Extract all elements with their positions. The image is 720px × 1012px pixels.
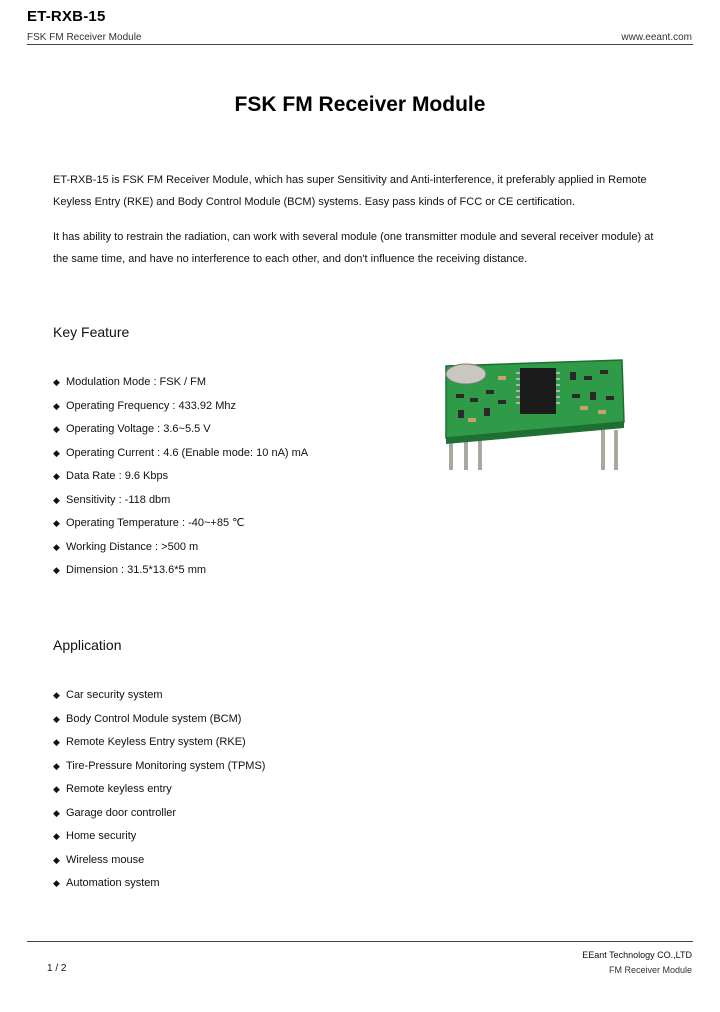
intro-paragraph-2: It has ability to restrain the radiation, can work with several module (one transmitter module and several receiver module) at the same time, and have no interference to each other, and don't influence the receiving distance.: [53, 231, 654, 265]
list-item: ◆ Operating Current : 4.6 (Enable mode: 10 nA) mA: [53, 446, 309, 459]
intro-paragraph: ET-RXB-15 is FSK FM Receiver Module, which has super Sensitivity and Anti-interference, it preferably applied in Remote Keyless Entry (RKE) and Body Control Module (BCM) systems. Easy pass kinds of FCC or CE certification.: [53, 174, 647, 208]
list-item: ◆ Car security system: [53, 689, 163, 701]
footer-company: EEant Technology CO.,LTD: [582, 950, 692, 960]
bullet-icon: ◆: [53, 400, 60, 411]
product-module-image: [438, 352, 630, 478]
bullet-icon: ◆: [53, 518, 60, 528]
list-item: ◆ Data Rate : 9.6 Kbps: [53, 470, 169, 482]
list-item: ◆ Wireless mouse: [53, 853, 145, 866]
list-item: ◆ Tire-Pressure Monitoring system (TPMS): [53, 759, 266, 772]
list-item: ◆ Operating Frequency : 433.92 Mhz: [53, 399, 236, 412]
list-item: ◆ Home security: [53, 830, 137, 842]
bullet-icon: ◆: [53, 494, 60, 505]
key-feature-list: [53, 374, 308, 586]
bullet-icon: ◆: [53, 831, 60, 841]
list-item: ◆ Dimension : 31.5*13.6*5 mm: [53, 564, 207, 576]
list-item: ◆ Remote keyless entry: [53, 783, 172, 795]
header-divider: [27, 44, 693, 45]
bullet-icon: ◆: [53, 878, 60, 888]
bullet-icon: ◆: [53, 541, 60, 552]
application-list: [53, 687, 265, 899]
bullet-icon: ◆: [53, 737, 60, 747]
list-item: ◆ Body Control Module system (BCM): [53, 712, 242, 725]
bullet-icon: ◆: [53, 471, 60, 481]
bullet-icon: ◆: [53, 565, 60, 575]
list-item: ◆ Working Distance : >500 m: [53, 540, 199, 553]
key-feature-heading: Key Feature: [53, 324, 130, 340]
page-title: FSK FM Receiver Module: [234, 93, 486, 116]
crystal-component: [446, 364, 486, 384]
list-item: ◆ Sensitivity : -118 dbm: [53, 493, 171, 506]
footer-divider: [27, 941, 693, 942]
bullet-icon: ◆: [53, 854, 60, 865]
bullet-icon: ◆: [53, 713, 60, 724]
list-item: ◆ Operating Voltage : 3.6~5.5 V: [53, 423, 211, 435]
bullet-icon: ◆: [53, 377, 60, 387]
bullet-icon: ◆: [53, 760, 60, 771]
bullet-icon: ◆: [53, 807, 60, 818]
bullet-icon: ◆: [53, 690, 60, 700]
page-number: 1 / 2: [47, 963, 67, 974]
header-title: ET-RXB-15: [27, 8, 106, 25]
header-url: www.eeant.com: [621, 32, 692, 43]
list-item: ◆ Operating Temperature : -40~+85 ℃: [53, 517, 245, 529]
footer-subtitle: FM Receiver Module: [608, 965, 692, 975]
bullet-icon: ◆: [53, 447, 60, 458]
list-item: ◆ Modulation Mode : FSK / FM: [53, 376, 206, 388]
ic-chip: [520, 368, 556, 414]
header-subtitle: FSK FM Receiver Module: [27, 32, 142, 43]
list-item: ◆ Garage door controller: [53, 806, 177, 819]
list-item: ◆ Remote Keyless Entry system (RKE): [53, 736, 246, 748]
bullet-icon: ◆: [53, 424, 60, 434]
bullet-icon: ◆: [53, 784, 60, 794]
application-heading: Application: [53, 637, 122, 653]
list-item: ◆ Automation system: [53, 877, 160, 889]
